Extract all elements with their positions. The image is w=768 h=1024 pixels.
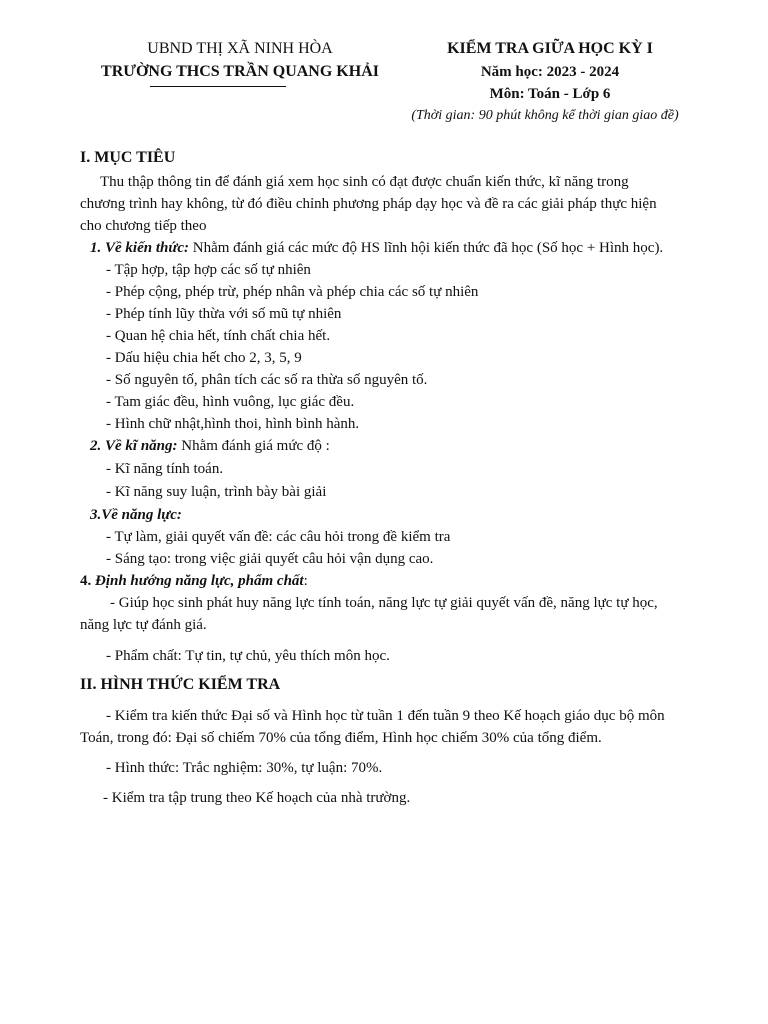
knowledge-item: - Phép cộng, phép trừ, phép nhân và phép chia các số tự nhiên: [106, 284, 479, 300]
orientation-colon: :: [303, 573, 308, 589]
skills-line: [90, 435, 330, 457]
abilities-label: 3.Về năng lực:: [90, 507, 182, 523]
section-1-heading: I. MỤC TIÊU: [80, 149, 176, 166]
quality-line: - Phẩm chất: Tự tin, tự chủ, yêu thích môn học.: [106, 648, 390, 664]
skills-item: - Kĩ năng suy luận, trình bày bài giải: [106, 484, 327, 500]
abilities-item: - Sáng tạo: trong việc giải quyết câu hỏi vận dụng cao.: [106, 551, 434, 567]
skills-item: - Kĩ năng tính toán.: [106, 461, 224, 477]
knowledge-item: - Số nguyên tố, phân tích các số ra thừa số nguyên tố.: [106, 372, 428, 388]
intro-line-1: Thu thập thông tin để đánh giá xem học sinh có đạt được chuẩn kiến thức, kĩ năng trong: [100, 174, 629, 190]
exam-title: KIỂM TRA GIỮA HỌC KỲ I: [447, 40, 653, 57]
header-underline: [150, 86, 286, 87]
abilities-item: - Tự làm, giải quyết vấn đề: các câu hỏi trong đề kiểm tra: [106, 529, 451, 545]
orientation-line-2: năng lực tự đánh giá.: [80, 617, 207, 633]
orientation-number: 4.: [80, 573, 95, 589]
knowledge-line: [90, 237, 663, 259]
knowledge-text: Nhằm đánh giá các mức độ HS lĩnh hội kiến thức đã học (Số học + Hình học).: [188, 240, 664, 256]
header-school: TRƯỜNG THCS TRẦN QUANG KHẢI: [101, 63, 379, 80]
exam-duration: (Thời gian: 90 phút không kể thời gian giao đề): [411, 108, 679, 123]
orientation-line: [80, 570, 308, 592]
knowledge-item: - Tam giác đều, hình vuông, lục giác đều.: [106, 394, 355, 410]
knowledge-label: 1. Về kiến thức:: [90, 240, 189, 256]
knowledge-item: - Tập hợp, tập hợp các số tự nhiên: [106, 262, 311, 278]
school-year: Năm học: 2023 - 2024: [480, 64, 620, 80]
header-district: UBND THỊ XÃ NINH HÒA: [147, 40, 333, 57]
knowledge-item: - Dấu hiệu chia hết cho 2, 3, 5, 9: [106, 350, 302, 366]
orientation-label: Định hướng năng lực, phẩm chất: [95, 573, 304, 589]
knowledge-item: - Phép tính lũy thừa với số mũ tự nhiên: [106, 306, 342, 322]
knowledge-item: - Hình chữ nhật,hình thoi, hình bình hành.: [106, 416, 360, 432]
intro-line-3: cho chương tiếp theo: [80, 218, 207, 234]
format-para-3: - Kiểm tra tập trung theo Kế hoạch của nhà trường.: [103, 790, 411, 806]
intro-line-2: chương trình hay không, từ đó điều chỉnh phương pháp dạy học và đề ra các giải pháp thực hiện: [80, 196, 657, 212]
format-para-2: - Hình thức: Trắc nghiệm: 30%, tự luận: 70%.: [106, 760, 383, 776]
section-2-heading: II. HÌNH THỨC KIỂM TRA: [80, 676, 281, 693]
subject: Môn: Toán - Lớp 6: [489, 86, 611, 102]
skills-label: 2. Về kĩ năng:: [90, 438, 178, 454]
format-para-1-line-1: - Kiểm tra kiến thức Đại số và Hình học từ tuần 1 đến tuần 9 theo Kế hoạch giáo dục bộ môn: [106, 708, 665, 724]
skills-text: Nhằm đánh giá mức độ :: [177, 438, 330, 454]
format-para-1-line-2: Toán, trong đó: Đại số chiếm 70% của tổng điểm, Hình học chiếm 30% của tổng điểm.: [80, 730, 602, 746]
orientation-line-1: - Giúp học sinh phát huy năng lực tính toán, năng lực tự giải quyết vấn đề, năng lực tự học,: [110, 595, 658, 611]
knowledge-item: - Quan hệ chia hết, tính chất chia hết.: [106, 328, 331, 344]
